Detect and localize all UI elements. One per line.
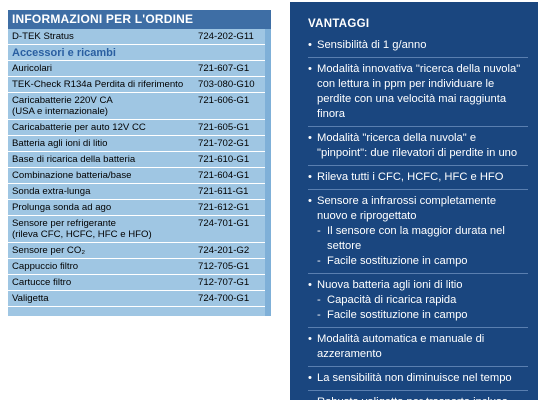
bullet-icon: • [308,63,312,75]
row-code: 721-610-G1 [198,154,250,165]
row-code: 703-080-G10 [198,79,255,90]
advantage-item [308,194,528,274]
row-desc [12,95,198,118]
bullet-icon: • [308,396,312,408]
row-code: 712-707-G1 [198,277,250,288]
advantage-item [308,38,528,58]
bullet-icon: • [308,171,312,183]
advantage-text: Sensore a infrarossi completamente nuovo e riprogettato [317,195,497,222]
advantage-item [308,371,528,391]
row-desc-line: (rileva CFC, HCFC, HFC e HFO) [12,229,152,240]
dash-icon: - [317,255,321,267]
row-desc-line: Batteria agli ioni di litio [12,138,108,149]
row-desc-line: Sonda extra-lunga [12,186,91,197]
row-desc-line: Sensore per refrigerante [12,218,116,229]
row-code: 721-606-G1 [198,95,250,106]
advantage-subitem [317,293,528,308]
table-row [8,93,271,120]
row-desc-line: Valigetta [12,293,49,304]
advantage-item [308,131,528,166]
order-info-header: INFORMAZIONI PER L'ORDINE [8,10,271,29]
row-desc [12,122,198,134]
row-desc-line: Auricolari [12,63,52,74]
row-desc-line: Cartucce filtro [12,277,72,288]
advantage-text: Modalità innovativa "ricerca della nuvola" con lettura in ppm per individuare le perdite con una velocità mai raggiunta finora [317,63,521,120]
dash-icon: - [317,309,321,321]
advantage-text: Nuova batteria agli ioni di litio [317,279,463,291]
table-row [8,136,271,152]
table-edge [265,29,271,316]
advantage-text: La sensibilità non diminuisce nel tempo [317,372,512,384]
row-code: 721-611-G1 [198,186,249,197]
table-row-main [8,29,271,45]
row-desc [12,293,198,305]
table-row [8,152,271,168]
row-desc [12,245,198,257]
bullet-icon: • [308,333,312,345]
row-desc-line: Combinazione batteria/base [12,170,132,181]
dash-icon: - [317,294,321,306]
table-row [8,168,271,184]
row-desc [12,154,198,166]
advantage-subitem-text: Il sensore con la maggior durata nel settore [327,225,505,252]
row-desc [12,277,198,289]
advantage-subitem-text: Capacità di ricarica rapida [327,294,457,306]
table-row [8,120,271,136]
table-row [8,77,271,93]
row-desc-line: Base di ricarica della batteria [12,154,136,165]
row-desc-line: Caricabatterie per auto 12V CC [12,122,146,133]
row-desc-line: Prolunga sonda ad ago [12,202,112,213]
advantage-item [308,170,528,190]
accessory-rows [8,61,271,307]
table-row [8,275,271,291]
table-row [8,184,271,200]
table-row [8,243,271,259]
dash-icon: - [317,225,321,237]
row-code: 724-700-G1 [198,293,250,304]
row-desc [12,79,198,91]
bullet-icon: • [308,132,312,144]
row-desc-line: (USA e internazionale) [12,106,108,117]
bullet-icon: • [308,195,312,207]
row-desc-line: Caricabatterie 220V CA [12,95,113,106]
row-code: 721-604-G1 [198,170,250,181]
row-code: 724-701-G1 [198,218,250,229]
advantage-subitem [317,308,528,323]
advantage-item [308,395,528,414]
row-code: 724-202-G11 [198,31,254,42]
bullet-icon: • [308,372,312,384]
row-desc [12,202,198,214]
table-row [8,61,271,77]
advantage-text: Modalità automatica e manuale di azzeramento [317,333,485,360]
advantages-list [308,38,528,414]
advantages-title: VANTAGGI [308,18,370,30]
advantage-text: Modalità "ricerca della nuvola" e "pinpoint": due rilevatori di perdite in uno [317,132,518,159]
advantage-text: Rileva tutti i CFC, HCFC, HFC e HFO [317,171,504,183]
row-desc-line: TEK-Check R134a Perdita di riferimento [12,79,184,90]
row-desc [12,261,198,273]
row-desc [12,63,198,75]
row-desc [12,170,198,182]
table-row [8,200,271,216]
section-title: Accessori e ricambi [8,45,271,61]
advantage-subitem-text: Facile sostituzione in campo [327,255,468,267]
row-desc [12,218,198,241]
advantage-item [308,62,528,127]
advantages-panel [290,2,538,408]
row-code: 721-607-G1 [198,63,250,74]
order-info-table [8,10,271,316]
table-row [8,216,271,243]
bullet-icon: • [308,39,312,51]
row-code: 721-605-G1 [198,122,250,133]
row-desc [12,138,198,150]
row-desc-line: Cappuccio filtro [12,261,79,272]
row-desc: D-TEK Stratus [12,31,74,42]
table-row [8,291,271,307]
advantage-item [308,278,528,328]
advantage-item [308,332,528,367]
row-code: 721-702-G1 [198,138,250,149]
advantage-text: Robusta valigetta per trasporto inclusa [317,396,508,408]
table-row [8,259,271,275]
bullet-icon: • [308,279,312,291]
advantage-text: Sensibilità di 1 g/anno [317,39,427,51]
row-code: 721-612-G1 [198,202,250,213]
row-code: 712-705-G1 [198,261,250,272]
advantage-subitem [317,254,528,269]
row-desc-line: Sensore per CO₂ [12,245,86,256]
advantage-subitem-text: Facile sostituzione in campo [327,309,468,321]
row-code: 724-201-G2 [198,245,250,256]
advantage-subitem [317,224,528,254]
row-desc [12,186,198,198]
